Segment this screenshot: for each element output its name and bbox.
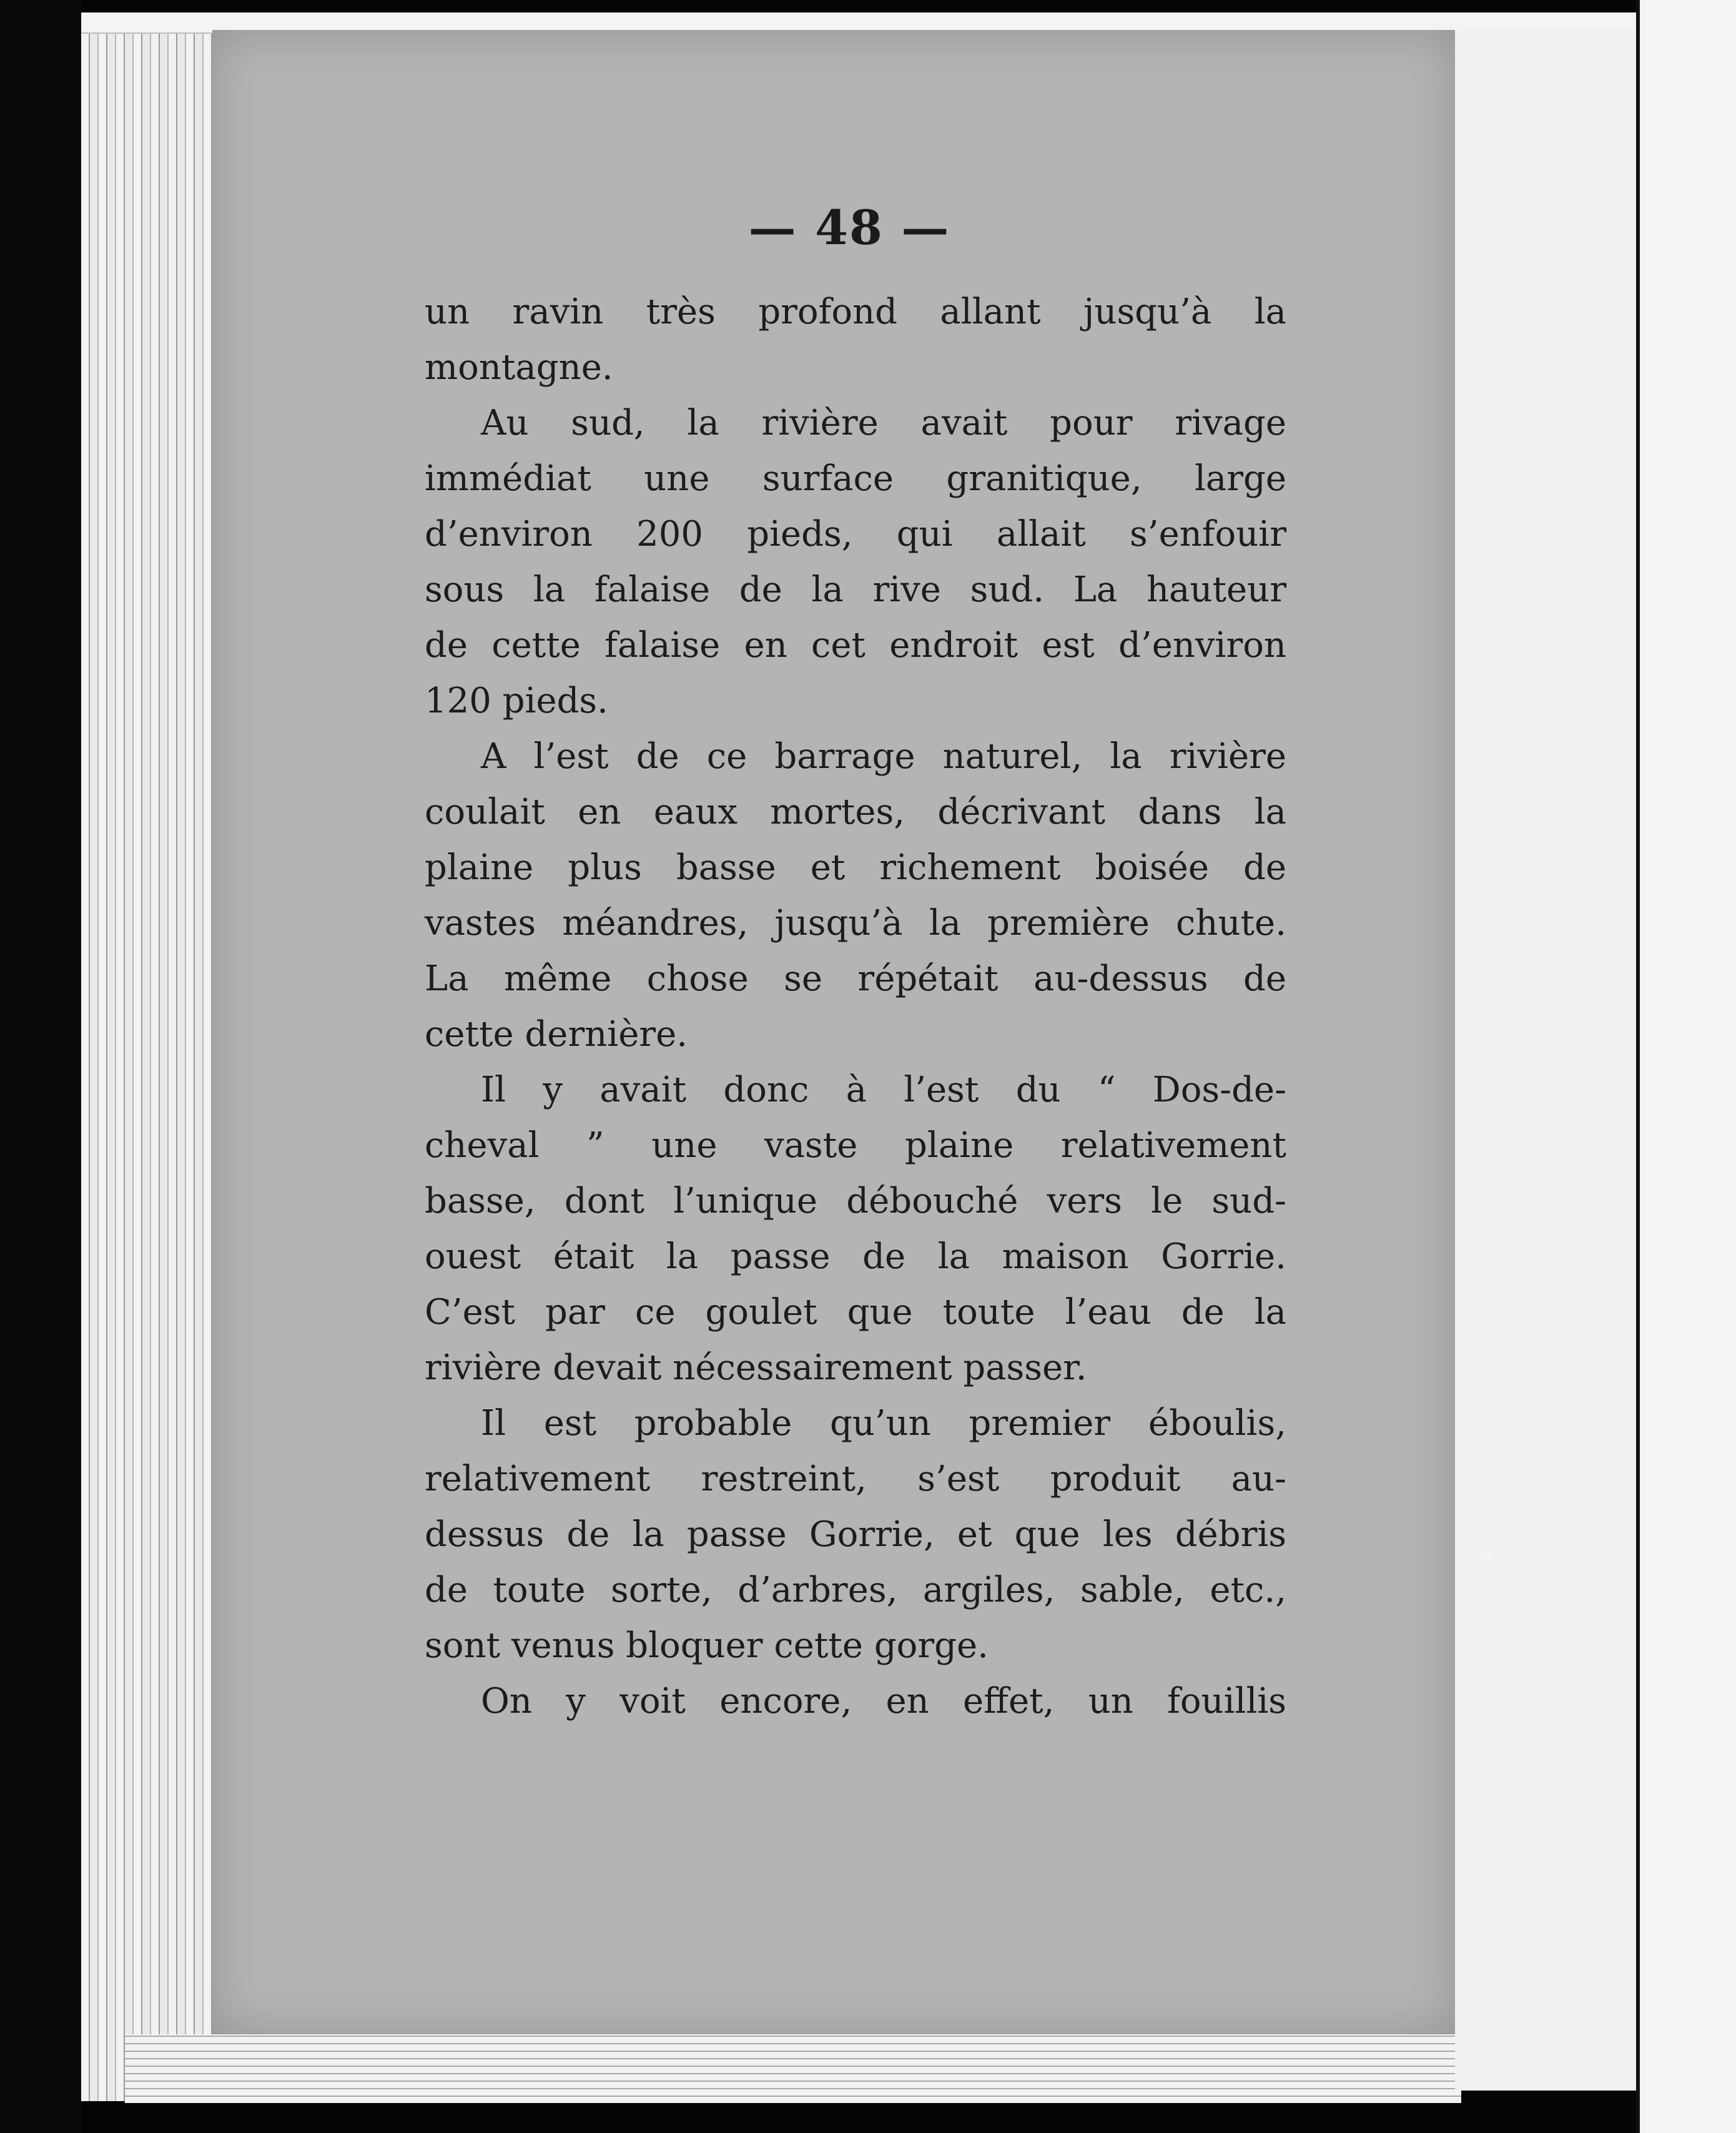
text-line: d’environ 200 pieds, qui allait s’enfouir [425,514,1286,554]
text-line: coulait en eaux mortes, décrivant dans la [425,792,1286,832]
text-line: C’est par ce goulet que toute l’eau de la [425,1292,1286,1333]
text-line: sont venus bloquer cette gorge. [425,1625,989,1666]
text-line: de toute sorte, d’arbres, argiles, sable, etc., [425,1570,1286,1610]
text-line: 120 pieds. [425,681,608,721]
text-line: relativement restreint, s’est produit au- [425,1459,1286,1499]
text-line: cheval ” une vaste plaine relativement [425,1125,1286,1166]
page-edges-stack [81,12,219,2101]
text-line: La même chose se répétait au-dessus de [425,958,1286,999]
page-edges-bottom [125,2034,1461,2103]
text-line: dessus de la passe Gorrie, et que les débris [425,1514,1286,1555]
text-line: plaine plus basse et richement boisée de [425,847,1286,888]
text-line: sous la falaise de la rive sud. La hauteur [425,569,1286,610]
text-line: A l’est de ce barrage naturel, la rivière [481,736,1286,777]
text-line: Il y avait donc à l’est du “ Dos-de- [481,1070,1286,1110]
text-line: montagne. [425,347,613,388]
text-line: de cette falaise en cet endroit est d’environ [425,625,1286,666]
text-line: Au sud, la rivière avait pour rivage [481,403,1286,443]
text-line: On y voit encore, en effet, un fouillis [481,1681,1286,1722]
text-line: rivière devait nécessairement passer. [425,1347,1087,1388]
text-line: un ravin très profond allant jusqu’à la [425,292,1286,332]
binding-edge [0,0,81,2133]
text-line: immédiat une surface granitique, large [425,458,1286,499]
text-line: Il est probable qu’un premier éboulis, [481,1403,1286,1444]
text-line: basse, dont l’unique débouché vers le sud- [425,1181,1286,1221]
right-page-margin [1455,30,1636,2091]
body-text [425,284,1286,1729]
facing-page-edge [1640,0,1736,2133]
text-line: cette dernière. [425,1014,688,1055]
text-line: vastes méandres, jusqu’à la première chute. [425,903,1286,943]
text-line: ouest était la passe de la maison Gorrie. [425,1236,1286,1277]
page-number: — 48 — [748,200,950,255]
